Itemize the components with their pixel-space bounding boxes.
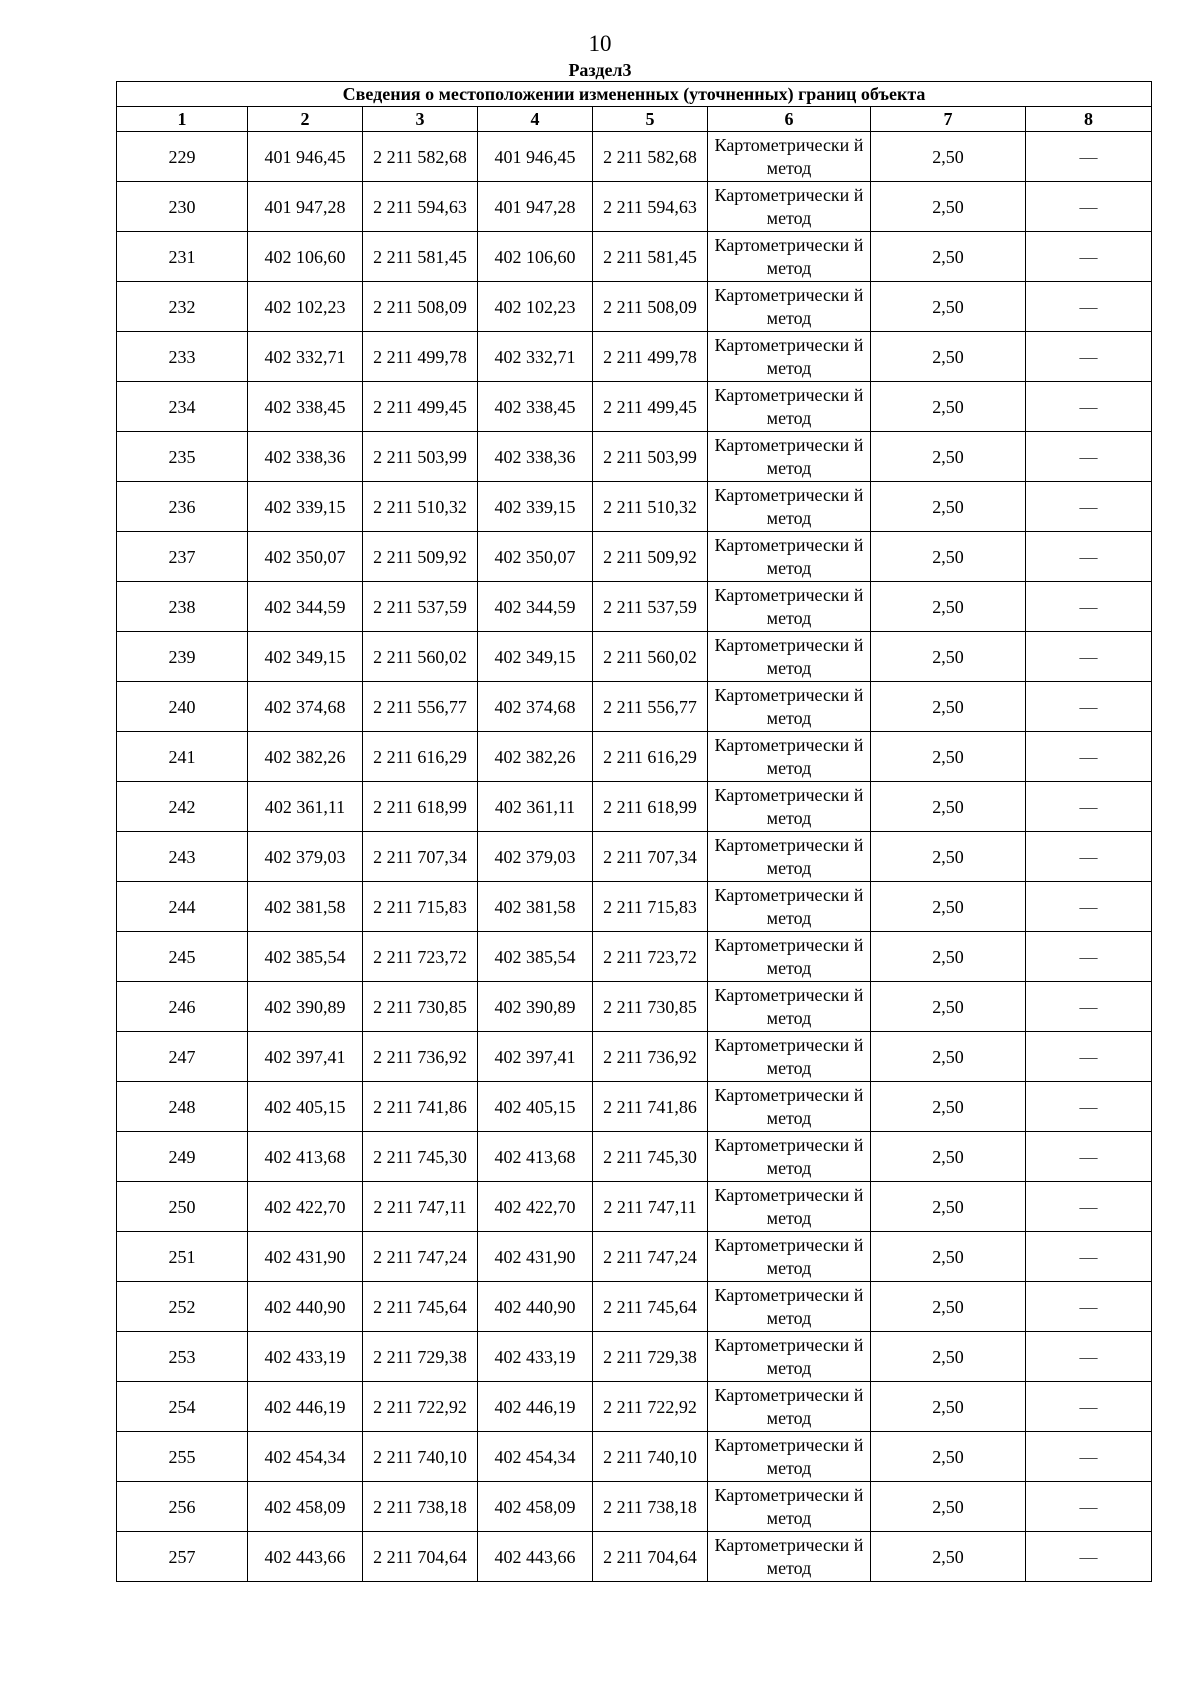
y-new-cell: 2 211 499,45 bbox=[593, 382, 708, 432]
x-old-cell: 402 344,59 bbox=[248, 582, 363, 632]
accuracy-cell: 2,50 bbox=[871, 332, 1026, 382]
x-new-cell: 402 339,15 bbox=[478, 482, 593, 532]
table-row bbox=[117, 1532, 1152, 1582]
x-new-cell: 402 446,19 bbox=[478, 1382, 593, 1432]
table-row bbox=[117, 1232, 1152, 1282]
point-number-cell: 234 bbox=[117, 382, 248, 432]
description-cell: — bbox=[1026, 582, 1152, 632]
point-number-cell: 229 bbox=[117, 132, 248, 182]
point-number-cell: 247 bbox=[117, 1032, 248, 1082]
point-number-cell: 248 bbox=[117, 1082, 248, 1132]
method-cell: Картометрически й метод bbox=[708, 1032, 871, 1082]
x-new-cell: 402 379,03 bbox=[478, 832, 593, 882]
y-new-cell: 2 211 723,72 bbox=[593, 932, 708, 982]
description-cell: — bbox=[1026, 932, 1152, 982]
description-cell: — bbox=[1026, 232, 1152, 282]
method-cell: Картометрически й метод bbox=[708, 1282, 871, 1332]
description-cell: — bbox=[1026, 182, 1152, 232]
accuracy-cell: 2,50 bbox=[871, 932, 1026, 982]
accuracy-cell: 2,50 bbox=[871, 732, 1026, 782]
accuracy-cell: 2,50 bbox=[871, 1482, 1026, 1532]
y-new-cell: 2 211 736,92 bbox=[593, 1032, 708, 1082]
column-header: 6 bbox=[708, 107, 871, 132]
method-cell: Картометрически й метод bbox=[708, 1332, 871, 1382]
method-cell: Картометрически й метод bbox=[708, 482, 871, 532]
y-new-cell: 2 211 509,92 bbox=[593, 532, 708, 582]
point-number-cell: 231 bbox=[117, 232, 248, 282]
boundary-coordinates-table bbox=[116, 81, 1152, 1582]
point-number-cell: 233 bbox=[117, 332, 248, 382]
description-cell: — bbox=[1026, 732, 1152, 782]
point-number-cell: 241 bbox=[117, 732, 248, 782]
y-old-cell: 2 211 537,59 bbox=[363, 582, 478, 632]
x-old-cell: 402 349,15 bbox=[248, 632, 363, 682]
x-old-cell: 402 381,58 bbox=[248, 882, 363, 932]
method-cell: Картометрически й метод bbox=[708, 132, 871, 182]
x-new-cell: 402 106,60 bbox=[478, 232, 593, 282]
table-row bbox=[117, 532, 1152, 582]
method-cell: Картометрически й метод bbox=[708, 232, 871, 282]
y-old-cell: 2 211 704,64 bbox=[363, 1532, 478, 1582]
table-caption: Сведения о местоположении измененных (уточненных) границ объекта bbox=[117, 82, 1152, 107]
table-row bbox=[117, 1332, 1152, 1382]
x-old-cell: 402 443,66 bbox=[248, 1532, 363, 1582]
column-header: 3 bbox=[363, 107, 478, 132]
x-old-cell: 402 422,70 bbox=[248, 1182, 363, 1232]
y-old-cell: 2 211 616,29 bbox=[363, 732, 478, 782]
x-new-cell: 402 458,09 bbox=[478, 1482, 593, 1532]
y-old-cell: 2 211 560,02 bbox=[363, 632, 478, 682]
description-cell: — bbox=[1026, 782, 1152, 832]
accuracy-cell: 2,50 bbox=[871, 182, 1026, 232]
y-old-cell: 2 211 499,45 bbox=[363, 382, 478, 432]
method-cell: Картометрически й метод bbox=[708, 1382, 871, 1432]
y-old-cell: 2 211 618,99 bbox=[363, 782, 478, 832]
x-new-cell: 402 390,89 bbox=[478, 982, 593, 1032]
page-number: 10 bbox=[588, 31, 612, 56]
method-cell: Картометрически й метод bbox=[708, 1432, 871, 1482]
method-cell: Картометрически й метод bbox=[708, 1482, 871, 1532]
x-old-cell: 402 102,23 bbox=[248, 282, 363, 332]
table-row bbox=[117, 1382, 1152, 1432]
y-new-cell: 2 211 594,63 bbox=[593, 182, 708, 232]
y-old-cell: 2 211 556,77 bbox=[363, 682, 478, 732]
point-number-cell: 230 bbox=[117, 182, 248, 232]
x-new-cell: 402 397,41 bbox=[478, 1032, 593, 1082]
point-number-cell: 239 bbox=[117, 632, 248, 682]
table-row bbox=[117, 682, 1152, 732]
x-new-cell: 402 454,34 bbox=[478, 1432, 593, 1482]
table-caption-row bbox=[117, 82, 1152, 107]
method-cell: Картометрически й метод bbox=[708, 1132, 871, 1182]
column-header: 1 bbox=[117, 107, 248, 132]
x-new-cell: 402 349,15 bbox=[478, 632, 593, 682]
y-new-cell: 2 211 499,78 bbox=[593, 332, 708, 382]
y-old-cell: 2 211 722,92 bbox=[363, 1382, 478, 1432]
accuracy-cell: 2,50 bbox=[871, 582, 1026, 632]
description-cell: — bbox=[1026, 832, 1152, 882]
y-old-cell: 2 211 581,45 bbox=[363, 232, 478, 282]
accuracy-cell: 2,50 bbox=[871, 832, 1026, 882]
x-old-cell: 402 431,90 bbox=[248, 1232, 363, 1282]
description-cell: — bbox=[1026, 1182, 1152, 1232]
table-row bbox=[117, 582, 1152, 632]
table-row bbox=[117, 1032, 1152, 1082]
point-number-cell: 250 bbox=[117, 1182, 248, 1232]
accuracy-cell: 2,50 bbox=[871, 482, 1026, 532]
x-old-cell: 402 446,19 bbox=[248, 1382, 363, 1432]
point-number-cell: 244 bbox=[117, 882, 248, 932]
y-new-cell: 2 211 508,09 bbox=[593, 282, 708, 332]
accuracy-cell: 2,50 bbox=[871, 1332, 1026, 1382]
x-new-cell: 401 946,45 bbox=[478, 132, 593, 182]
accuracy-cell: 2,50 bbox=[871, 982, 1026, 1032]
y-new-cell: 2 211 618,99 bbox=[593, 782, 708, 832]
method-cell: Картометрически й метод bbox=[708, 782, 871, 832]
x-new-cell: 402 344,59 bbox=[478, 582, 593, 632]
point-number-cell: 243 bbox=[117, 832, 248, 882]
accuracy-cell: 2,50 bbox=[871, 682, 1026, 732]
point-number-cell: 235 bbox=[117, 432, 248, 482]
x-old-cell: 402 361,11 bbox=[248, 782, 363, 832]
y-old-cell: 2 211 745,30 bbox=[363, 1132, 478, 1182]
description-cell: — bbox=[1026, 1332, 1152, 1382]
point-number-cell: 232 bbox=[117, 282, 248, 332]
y-old-cell: 2 211 723,72 bbox=[363, 932, 478, 982]
point-number-cell: 238 bbox=[117, 582, 248, 632]
table-header-row bbox=[117, 107, 1152, 132]
description-cell: — bbox=[1026, 1132, 1152, 1182]
description-cell: — bbox=[1026, 1082, 1152, 1132]
x-new-cell: 401 947,28 bbox=[478, 182, 593, 232]
description-cell: — bbox=[1026, 1032, 1152, 1082]
x-old-cell: 402 332,71 bbox=[248, 332, 363, 382]
y-old-cell: 2 211 745,64 bbox=[363, 1282, 478, 1332]
description-cell: — bbox=[1026, 1232, 1152, 1282]
point-number-cell: 237 bbox=[117, 532, 248, 582]
method-cell: Картометрически й метод bbox=[708, 532, 871, 582]
table-row bbox=[117, 432, 1152, 482]
y-new-cell: 2 211 560,02 bbox=[593, 632, 708, 682]
point-number-cell: 242 bbox=[117, 782, 248, 832]
description-cell: — bbox=[1026, 482, 1152, 532]
x-new-cell: 402 332,71 bbox=[478, 332, 593, 382]
table-row bbox=[117, 482, 1152, 532]
y-new-cell: 2 211 745,64 bbox=[593, 1282, 708, 1332]
x-old-cell: 402 379,03 bbox=[248, 832, 363, 882]
table-row bbox=[117, 1282, 1152, 1332]
x-new-cell: 402 382,26 bbox=[478, 732, 593, 782]
x-new-cell: 402 440,90 bbox=[478, 1282, 593, 1332]
description-cell: — bbox=[1026, 632, 1152, 682]
method-cell: Картометрически й метод bbox=[708, 1232, 871, 1282]
table-row bbox=[117, 182, 1152, 232]
y-new-cell: 2 211 730,85 bbox=[593, 982, 708, 1032]
accuracy-cell: 2,50 bbox=[871, 1182, 1026, 1232]
y-old-cell: 2 211 510,32 bbox=[363, 482, 478, 532]
x-new-cell: 402 381,58 bbox=[478, 882, 593, 932]
method-cell: Картометрически й метод bbox=[708, 982, 871, 1032]
y-old-cell: 2 211 747,11 bbox=[363, 1182, 478, 1232]
y-old-cell: 2 211 729,38 bbox=[363, 1332, 478, 1382]
y-old-cell: 2 211 740,10 bbox=[363, 1432, 478, 1482]
method-cell: Картометрически й метод bbox=[708, 832, 871, 882]
x-old-cell: 402 106,60 bbox=[248, 232, 363, 282]
y-old-cell: 2 211 707,34 bbox=[363, 832, 478, 882]
y-old-cell: 2 211 715,83 bbox=[363, 882, 478, 932]
method-cell: Картометрически й метод bbox=[708, 432, 871, 482]
description-cell: — bbox=[1026, 282, 1152, 332]
point-number-cell: 254 bbox=[117, 1382, 248, 1432]
y-new-cell: 2 211 747,24 bbox=[593, 1232, 708, 1282]
accuracy-cell: 2,50 bbox=[871, 1232, 1026, 1282]
description-cell: — bbox=[1026, 982, 1152, 1032]
table-row bbox=[117, 1132, 1152, 1182]
accuracy-cell: 2,50 bbox=[871, 132, 1026, 182]
description-cell: — bbox=[1026, 1382, 1152, 1432]
y-old-cell: 2 211 594,63 bbox=[363, 182, 478, 232]
x-old-cell: 402 338,45 bbox=[248, 382, 363, 432]
accuracy-cell: 2,50 bbox=[871, 632, 1026, 682]
method-cell: Картометрически й метод bbox=[708, 932, 871, 982]
method-cell: Картометрически й метод bbox=[708, 1082, 871, 1132]
table-row bbox=[117, 732, 1152, 782]
point-number-cell: 252 bbox=[117, 1282, 248, 1332]
y-new-cell: 2 211 581,45 bbox=[593, 232, 708, 282]
table-row bbox=[117, 882, 1152, 932]
x-old-cell: 402 458,09 bbox=[248, 1482, 363, 1532]
table-row bbox=[117, 1432, 1152, 1482]
point-number-cell: 240 bbox=[117, 682, 248, 732]
accuracy-cell: 2,50 bbox=[871, 882, 1026, 932]
y-new-cell: 2 211 740,10 bbox=[593, 1432, 708, 1482]
column-header: 5 bbox=[593, 107, 708, 132]
x-new-cell: 402 413,68 bbox=[478, 1132, 593, 1182]
description-cell: — bbox=[1026, 132, 1152, 182]
y-new-cell: 2 211 747,11 bbox=[593, 1182, 708, 1232]
x-old-cell: 402 374,68 bbox=[248, 682, 363, 732]
description-cell: — bbox=[1026, 682, 1152, 732]
x-old-cell: 401 947,28 bbox=[248, 182, 363, 232]
x-new-cell: 402 350,07 bbox=[478, 532, 593, 582]
y-old-cell: 2 211 508,09 bbox=[363, 282, 478, 332]
y-new-cell: 2 211 715,83 bbox=[593, 882, 708, 932]
x-new-cell: 402 405,15 bbox=[478, 1082, 593, 1132]
method-cell: Картометрически й метод bbox=[708, 382, 871, 432]
accuracy-cell: 2,50 bbox=[871, 282, 1026, 332]
method-cell: Картометрически й метод bbox=[708, 582, 871, 632]
y-old-cell: 2 211 730,85 bbox=[363, 982, 478, 1032]
table-row bbox=[117, 832, 1152, 882]
y-new-cell: 2 211 582,68 bbox=[593, 132, 708, 182]
description-cell: — bbox=[1026, 432, 1152, 482]
x-new-cell: 402 431,90 bbox=[478, 1232, 593, 1282]
x-old-cell: 402 385,54 bbox=[248, 932, 363, 982]
method-cell: Картометрически й метод bbox=[708, 332, 871, 382]
y-new-cell: 2 211 729,38 bbox=[593, 1332, 708, 1382]
point-number-cell: 236 bbox=[117, 482, 248, 532]
x-new-cell: 402 443,66 bbox=[478, 1532, 593, 1582]
table-row bbox=[117, 1482, 1152, 1532]
y-old-cell: 2 211 747,24 bbox=[363, 1232, 478, 1282]
x-new-cell: 402 361,11 bbox=[478, 782, 593, 832]
method-cell: Картометрически й метод bbox=[708, 882, 871, 932]
table-row bbox=[117, 132, 1152, 182]
accuracy-cell: 2,50 bbox=[871, 1032, 1026, 1082]
accuracy-cell: 2,50 bbox=[871, 1532, 1026, 1582]
y-old-cell: 2 211 582,68 bbox=[363, 132, 478, 182]
y-new-cell: 2 211 556,77 bbox=[593, 682, 708, 732]
x-old-cell: 402 413,68 bbox=[248, 1132, 363, 1182]
accuracy-cell: 2,50 bbox=[871, 382, 1026, 432]
description-cell: — bbox=[1026, 882, 1152, 932]
column-header: 8 bbox=[1026, 107, 1152, 132]
y-new-cell: 2 211 722,92 bbox=[593, 1382, 708, 1432]
x-old-cell: 402 339,15 bbox=[248, 482, 363, 532]
y-new-cell: 2 211 616,29 bbox=[593, 732, 708, 782]
point-number-cell: 257 bbox=[117, 1532, 248, 1582]
method-cell: Картометрически й метод bbox=[708, 732, 871, 782]
y-new-cell: 2 211 704,64 bbox=[593, 1532, 708, 1582]
method-cell: Картометрически й метод bbox=[708, 282, 871, 332]
point-number-cell: 255 bbox=[117, 1432, 248, 1482]
x-old-cell: 402 390,89 bbox=[248, 982, 363, 1032]
x-old-cell: 402 382,26 bbox=[248, 732, 363, 782]
accuracy-cell: 2,50 bbox=[871, 532, 1026, 582]
point-number-cell: 253 bbox=[117, 1332, 248, 1382]
table-row bbox=[117, 332, 1152, 382]
method-cell: Картометрически й метод bbox=[708, 182, 871, 232]
x-new-cell: 402 422,70 bbox=[478, 1182, 593, 1232]
method-cell: Картометрически й метод bbox=[708, 1182, 871, 1232]
table-row bbox=[117, 382, 1152, 432]
x-old-cell: 402 454,34 bbox=[248, 1432, 363, 1482]
x-new-cell: 402 374,68 bbox=[478, 682, 593, 732]
x-new-cell: 402 433,19 bbox=[478, 1332, 593, 1382]
description-cell: — bbox=[1026, 382, 1152, 432]
description-cell: — bbox=[1026, 1282, 1152, 1332]
y-new-cell: 2 211 707,34 bbox=[593, 832, 708, 882]
x-new-cell: 402 102,23 bbox=[478, 282, 593, 332]
table-row bbox=[117, 282, 1152, 332]
y-old-cell: 2 211 503,99 bbox=[363, 432, 478, 482]
x-old-cell: 402 433,19 bbox=[248, 1332, 363, 1382]
x-new-cell: 402 338,36 bbox=[478, 432, 593, 482]
point-number-cell: 256 bbox=[117, 1482, 248, 1532]
table-row bbox=[117, 1182, 1152, 1232]
y-new-cell: 2 211 741,86 bbox=[593, 1082, 708, 1132]
description-cell: — bbox=[1026, 532, 1152, 582]
x-old-cell: 402 405,15 bbox=[248, 1082, 363, 1132]
section-title: Раздел3 bbox=[568, 60, 632, 80]
y-new-cell: 2 211 510,32 bbox=[593, 482, 708, 532]
table-row bbox=[117, 932, 1152, 982]
y-old-cell: 2 211 741,86 bbox=[363, 1082, 478, 1132]
description-cell: — bbox=[1026, 1532, 1152, 1582]
accuracy-cell: 2,50 bbox=[871, 1282, 1026, 1332]
x-old-cell: 402 397,41 bbox=[248, 1032, 363, 1082]
x-new-cell: 402 338,45 bbox=[478, 382, 593, 432]
table-row bbox=[117, 232, 1152, 282]
y-old-cell: 2 211 499,78 bbox=[363, 332, 478, 382]
y-new-cell: 2 211 503,99 bbox=[593, 432, 708, 482]
description-cell: — bbox=[1026, 332, 1152, 382]
point-number-cell: 249 bbox=[117, 1132, 248, 1182]
method-cell: Картометрически й метод bbox=[708, 682, 871, 732]
y-new-cell: 2 211 745,30 bbox=[593, 1132, 708, 1182]
y-new-cell: 2 211 738,18 bbox=[593, 1482, 708, 1532]
point-number-cell: 251 bbox=[117, 1232, 248, 1282]
x-new-cell: 402 385,54 bbox=[478, 932, 593, 982]
column-header: 4 bbox=[478, 107, 593, 132]
method-cell: Картометрически й метод bbox=[708, 1532, 871, 1582]
description-cell: — bbox=[1026, 1432, 1152, 1482]
table-row bbox=[117, 632, 1152, 682]
description-cell: — bbox=[1026, 1482, 1152, 1532]
point-number-cell: 245 bbox=[117, 932, 248, 982]
table-row bbox=[117, 982, 1152, 1032]
method-cell: Картометрически й метод bbox=[708, 632, 871, 682]
accuracy-cell: 2,50 bbox=[871, 1432, 1026, 1482]
x-old-cell: 401 946,45 bbox=[248, 132, 363, 182]
y-new-cell: 2 211 537,59 bbox=[593, 582, 708, 632]
y-old-cell: 2 211 738,18 bbox=[363, 1482, 478, 1532]
accuracy-cell: 2,50 bbox=[871, 1382, 1026, 1432]
point-number-cell: 246 bbox=[117, 982, 248, 1032]
table-row bbox=[117, 1082, 1152, 1132]
column-header: 2 bbox=[248, 107, 363, 132]
column-header: 7 bbox=[871, 107, 1026, 132]
y-old-cell: 2 211 509,92 bbox=[363, 532, 478, 582]
accuracy-cell: 2,50 bbox=[871, 432, 1026, 482]
x-old-cell: 402 350,07 bbox=[248, 532, 363, 582]
accuracy-cell: 2,50 bbox=[871, 782, 1026, 832]
accuracy-cell: 2,50 bbox=[871, 232, 1026, 282]
accuracy-cell: 2,50 bbox=[871, 1132, 1026, 1182]
x-old-cell: 402 440,90 bbox=[248, 1282, 363, 1332]
accuracy-cell: 2,50 bbox=[871, 1082, 1026, 1132]
table-row bbox=[117, 782, 1152, 832]
y-old-cell: 2 211 736,92 bbox=[363, 1032, 478, 1082]
x-old-cell: 402 338,36 bbox=[248, 432, 363, 482]
